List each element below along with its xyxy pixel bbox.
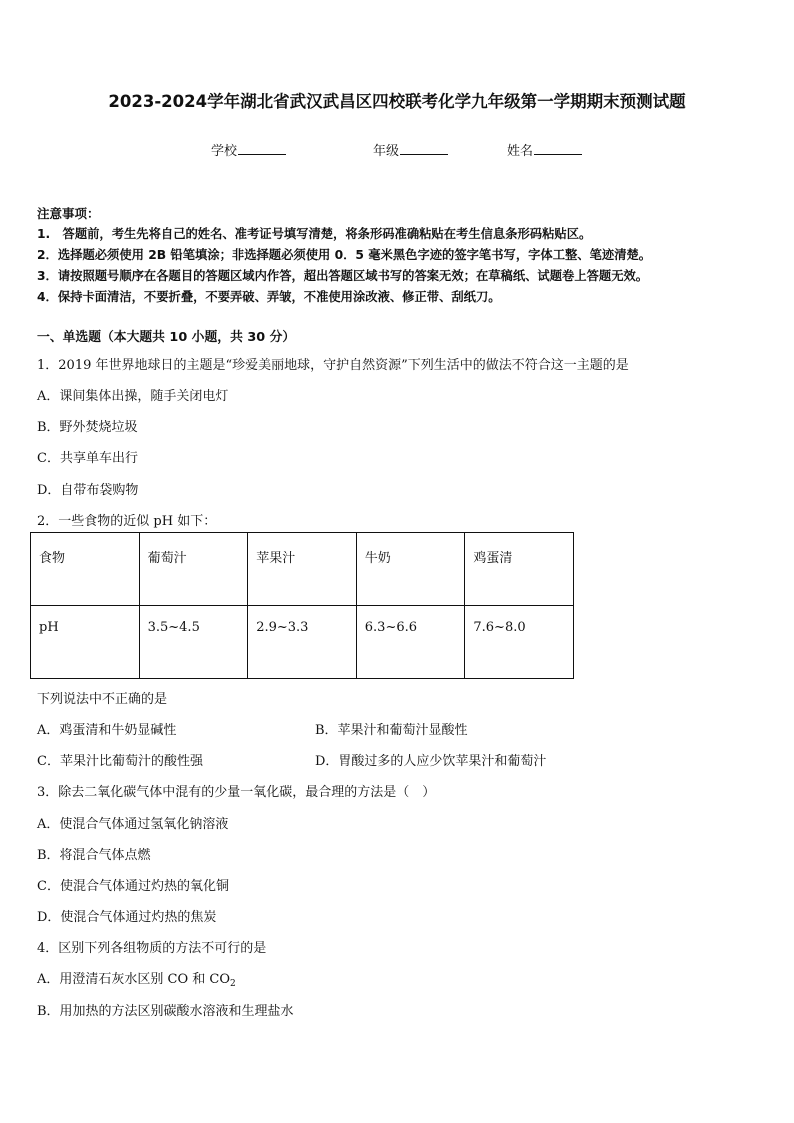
question-2-option-c: C．苹果汁比葡萄汁的酸性强 xyxy=(37,754,203,769)
grade-label: 年级 xyxy=(373,144,400,159)
school-field xyxy=(211,140,286,159)
section-heading: 一、单选题（本大题共 10 小题，共 30 分） xyxy=(37,330,296,345)
student-info-row xyxy=(0,140,794,160)
question-2-option-b: B．苹果汁和葡萄汁显酸性 xyxy=(315,723,468,738)
name-label: 姓名 xyxy=(507,144,534,159)
question-4-option-b: B．用加热的方法区别碳酸水溶液和生理盐水 xyxy=(37,1004,294,1019)
question-4-stem: 4．区别下列各组物质的方法不可行的是 xyxy=(37,941,267,956)
notice-item: 1. 答题前，考生先将自己的姓名、准考证号填写清楚，将条形码准确粘贴在考生信息条形码粘贴区。 xyxy=(37,227,592,241)
notice-heading: 注意事项： xyxy=(37,206,100,221)
table-row xyxy=(31,533,574,606)
table-header-cell: 鸡蛋清 xyxy=(465,533,574,606)
ph-table xyxy=(30,532,574,679)
name-blank xyxy=(534,141,582,155)
notice-item: 2．选择题必须使用 2B 铅笔填涂；非选择题必须使用 0．5 毫米黑色字迹的签字笔书写，字体工整、笔迹清楚。 xyxy=(37,248,652,262)
table-cell: 3.5~4.5 xyxy=(139,606,248,679)
grade-field xyxy=(373,140,448,159)
question-2-stem: 2．一些食物的近似 pH 如下： xyxy=(37,514,217,529)
table-header-cell: 苹果汁 xyxy=(248,533,357,606)
question-1-option-a: A．课间集体出操，随手关闭电灯 xyxy=(37,389,229,404)
question-4-option-a xyxy=(37,968,236,989)
table-cell: 7.6~8.0 xyxy=(465,606,574,679)
table-header-cell: 葡萄汁 xyxy=(139,533,248,606)
co2-subscript: 2 xyxy=(230,979,236,989)
question-2-option-a: A．鸡蛋清和牛奶显碱性 xyxy=(37,723,177,738)
notice-item: 4．保持卡面清洁，不要折叠，不要弄破、弄皱，不准使用涂改液、修正带、刮纸刀。 xyxy=(37,290,501,304)
exam-title: 2023-2024学年湖北省武汉武昌区四校联考化学九年级第一学期期末预测试题 xyxy=(108,92,686,111)
question-1-stem: 1．2019 年世界地球日的主题是“珍爱美丽地球，守护自然资源”下列生活中的做法不符合这一主题的是 xyxy=(37,358,629,373)
question-4-option-a-text: A．用澄清石灰水区别 CO 和 CO xyxy=(37,972,230,987)
table-cell: 2.9~3.3 xyxy=(248,606,357,679)
question-2-prompt: 下列说法中不正确的是 xyxy=(37,692,168,707)
question-2-option-d: D．胃酸过多的人应少饮苹果汁和葡萄汁 xyxy=(315,754,547,769)
table-header-cell: 牛奶 xyxy=(356,533,465,606)
table-cell: pH xyxy=(31,606,140,679)
table-cell: 6.3~6.6 xyxy=(356,606,465,679)
question-1-option-d: D．自带布袋购物 xyxy=(37,483,139,498)
question-3-option-b: B．将混合气体点燃 xyxy=(37,848,151,863)
question-3-option-c: C．使混合气体通过灼热的氧化铜 xyxy=(37,879,229,894)
notice-item: 3．请按照题号顺序在各题目的答题区域内作答，超出答题区域书写的答案无效；在草稿纸、试题卷上答题无效。 xyxy=(37,269,649,283)
question-3-stem: 3．除去二氧化碳气体中混有的少量一氧化碳，最合理的方法是（ ） xyxy=(37,785,436,800)
question-3-option-d: D．使混合气体通过灼热的焦炭 xyxy=(37,910,217,925)
question-1-option-c: C．共享单车出行 xyxy=(37,451,138,466)
school-label: 学校 xyxy=(211,144,238,159)
question-3-option-a: A．使混合气体通过氢氧化钠溶液 xyxy=(37,817,229,832)
table-header-cell: 食物 xyxy=(31,533,140,606)
question-1-option-b: B．野外焚烧垃圾 xyxy=(37,420,138,435)
school-blank xyxy=(238,141,286,155)
grade-blank xyxy=(400,141,448,155)
name-field xyxy=(507,140,582,159)
table-row xyxy=(31,606,574,679)
